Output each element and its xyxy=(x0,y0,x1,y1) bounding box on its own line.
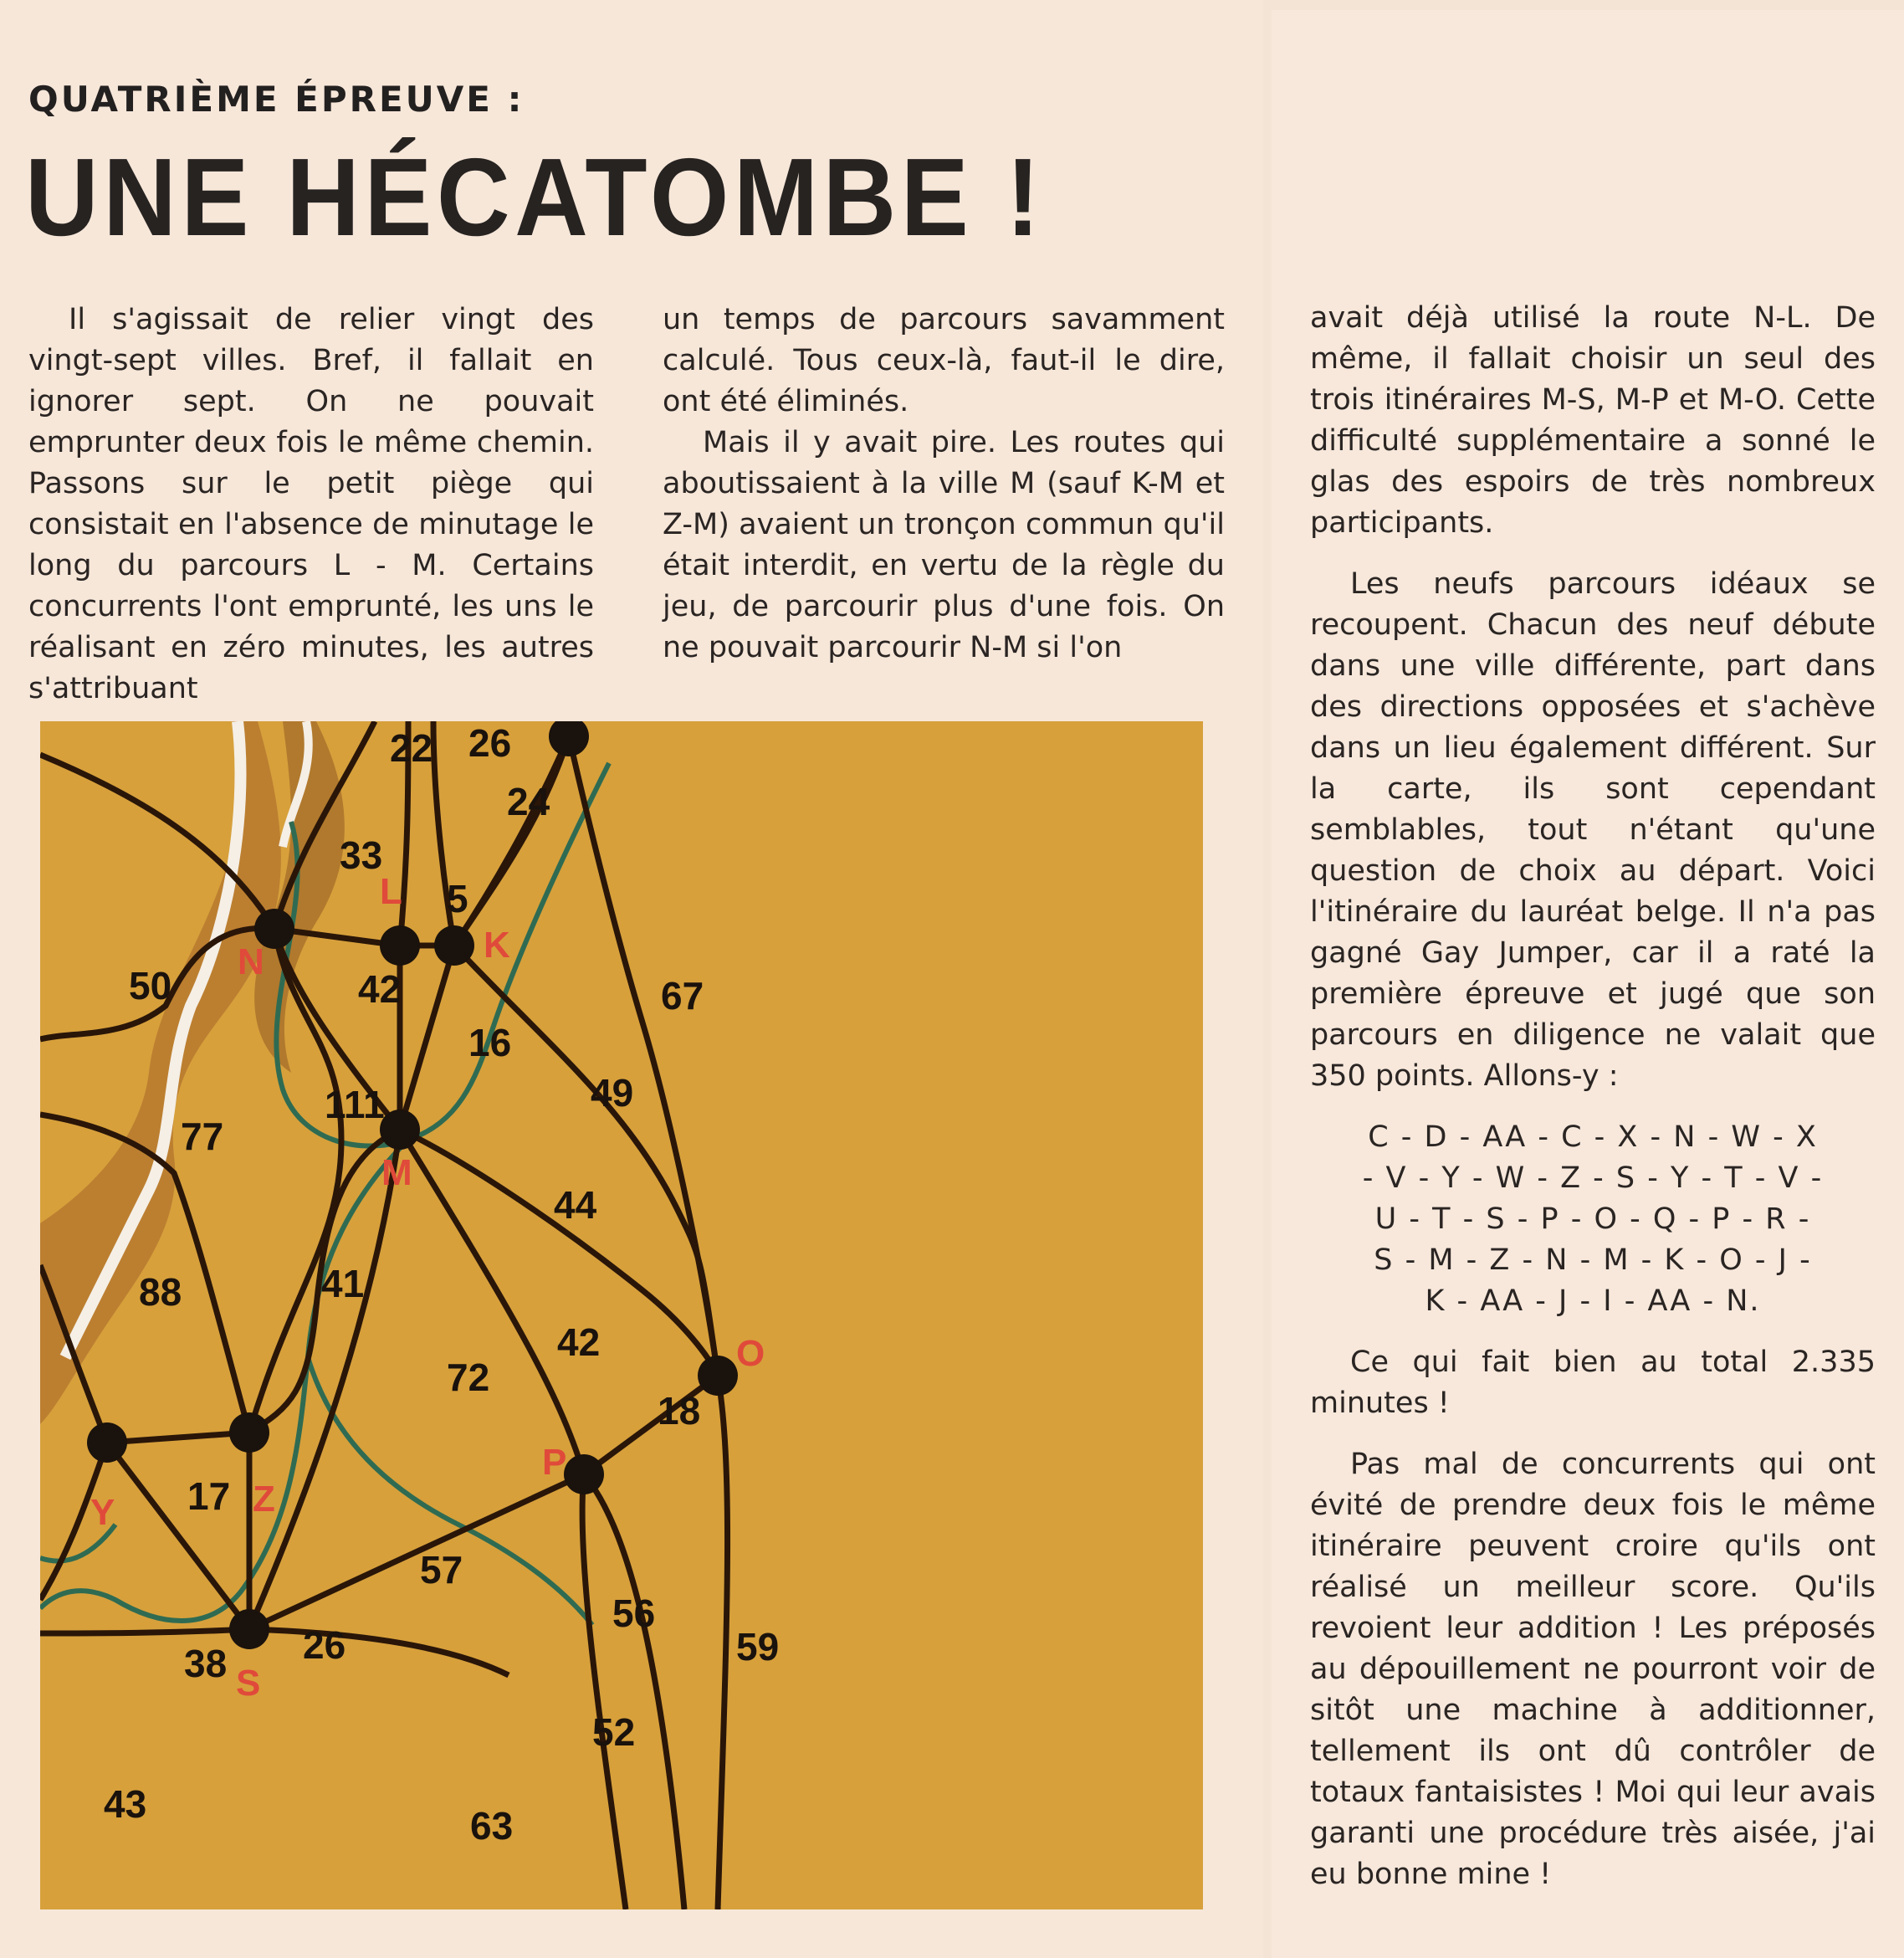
route-map-svg xyxy=(40,721,1203,1909)
distance-label: 59 xyxy=(736,1625,780,1668)
distance-label: 18 xyxy=(658,1389,701,1433)
paragraph: avait déjà utilisé la route N-L. De même, il fallait choisir un seul des trois itinéraires M-S, M-P et M-O. Cette difficulté supplémentaire a sonné le glas des espoirs de très nombreux participants. xyxy=(1310,301,1876,540)
distance-label: 17 xyxy=(187,1474,231,1518)
distance-label: 5 xyxy=(447,877,468,920)
city-label: L xyxy=(380,871,402,912)
distance-label: 56 xyxy=(612,1592,656,1635)
text-column-2 xyxy=(663,300,1225,669)
paragraph: Les neufs parcours idéaux se recoupent. Chacun des neuf débute dans une ville différente, part dans des directions opposées et s'achève dans un lieu également différent. Sur la carte, ils sont cependant semblables, tout n'étant qu'une question de choix au départ. Voici l'itinéraire du lauréat belge. Il n'a pas gagné Gay Jumper, car il a raté la première épreuve et jugé que son parcours en diligence ne valait que 350 points. Allons-y : xyxy=(1310,567,1876,1093)
distance-label: 41 xyxy=(321,1262,365,1305)
city-node xyxy=(434,925,474,966)
city-label: O xyxy=(736,1333,765,1374)
paragraph: Pas mal de concurrents qui ont évité de prendre deux fois le même itinéraire peuvent croire qu'ils ont réalisé un meilleur score. Qu'ils revoient leur addition ! Les préposés au dépouillement ne pourront voir de sitôt une machine à additionner, tellement ils ont dû contrôler de totaux fantaisistes ! Moi qui leur avais garanti une procédure très aisée, j'ai eu bonne mine ! xyxy=(1310,1448,1876,1891)
distance-label: 42 xyxy=(358,967,402,1011)
distance-label: 67 xyxy=(661,974,704,1017)
article-kicker: QUATRIÈME ÉPREUVE : xyxy=(28,79,525,120)
distance-label: 26 xyxy=(303,1623,346,1667)
route-line: S - M - Z - N - M - K - O - J - xyxy=(1374,1243,1812,1277)
city-label: P xyxy=(542,1442,567,1483)
distance-label: 88 xyxy=(139,1270,182,1314)
city-label: S xyxy=(236,1663,261,1704)
city-node xyxy=(380,1110,420,1150)
route-line: U - T - S - P - O - Q - P - R - xyxy=(1374,1202,1811,1236)
distance-label: 42 xyxy=(557,1320,601,1364)
distance-label: 26 xyxy=(468,721,512,765)
distance-label: 22 xyxy=(390,726,433,770)
city-label: Y xyxy=(90,1492,115,1533)
distance-label: 52 xyxy=(592,1710,636,1754)
distance-label: 57 xyxy=(420,1548,463,1592)
paragraph: Ce qui fait bien au total 2.335 minutes ! xyxy=(1310,1345,1876,1420)
city-label: M xyxy=(381,1152,412,1193)
paragraph: Mais il y avait pire. Les routes qui aboutissaient à la ville M (sauf K-M et Z-M) avaient un tronçon commun qu'il était interdit, en vertu de la règle du jeu, de parcourir plus d'une fois. On ne pouvait parcourir N-M si l'on xyxy=(663,426,1225,664)
distance-label: 38 xyxy=(184,1642,228,1685)
distance-label: 44 xyxy=(554,1183,597,1227)
distance-label: 49 xyxy=(591,1071,634,1115)
city-node xyxy=(564,1454,604,1494)
route-line: - V - Y - W - Z - S - Y - T - V - xyxy=(1362,1161,1824,1195)
paragraph: un temps de parcours savamment calculé. Tous ceux-là, faut-il le dire, ont été éliminés. xyxy=(663,303,1225,418)
distance-label: 111 xyxy=(325,1083,385,1126)
city-label: K xyxy=(484,925,510,966)
city-node xyxy=(229,1412,269,1453)
distance-label: 77 xyxy=(181,1115,224,1158)
article-title: UNE HÉCATOMBE ! xyxy=(25,136,1045,259)
distance-label: 63 xyxy=(470,1804,514,1848)
city-node xyxy=(698,1356,738,1396)
route-line: K - AA - J - I - AA - N. xyxy=(1425,1284,1761,1318)
city-label: N xyxy=(238,941,264,982)
city-node xyxy=(87,1422,127,1463)
city-node xyxy=(229,1609,269,1649)
text-column-1 xyxy=(28,300,594,710)
distance-label: 72 xyxy=(447,1356,490,1399)
distance-label: 50 xyxy=(129,964,172,1007)
route-map xyxy=(40,721,1203,1909)
paragraph: Il s'agissait de relier vingt des vingt-sept villes. Bref, il fallait en ignorer sept. On ne pouvait emprunter deux fois le même chemin. Passons sur le petit piège qui consistait en l'absence de minutage le long du parcours L - M. Certains concurrents l'ont emprunté, les uns le réalisant en zéro minutes, les autres s'attribuant xyxy=(28,303,594,705)
text-column-3 xyxy=(1310,298,1876,1895)
route-line: C - D - AA - C - X - N - W - X xyxy=(1368,1120,1818,1154)
distance-label: 24 xyxy=(507,780,550,823)
distance-label: 16 xyxy=(468,1021,512,1064)
distance-label: 43 xyxy=(104,1782,147,1826)
city-label: Z xyxy=(253,1479,275,1520)
city-node xyxy=(380,925,420,966)
distance-label: 33 xyxy=(340,833,383,877)
